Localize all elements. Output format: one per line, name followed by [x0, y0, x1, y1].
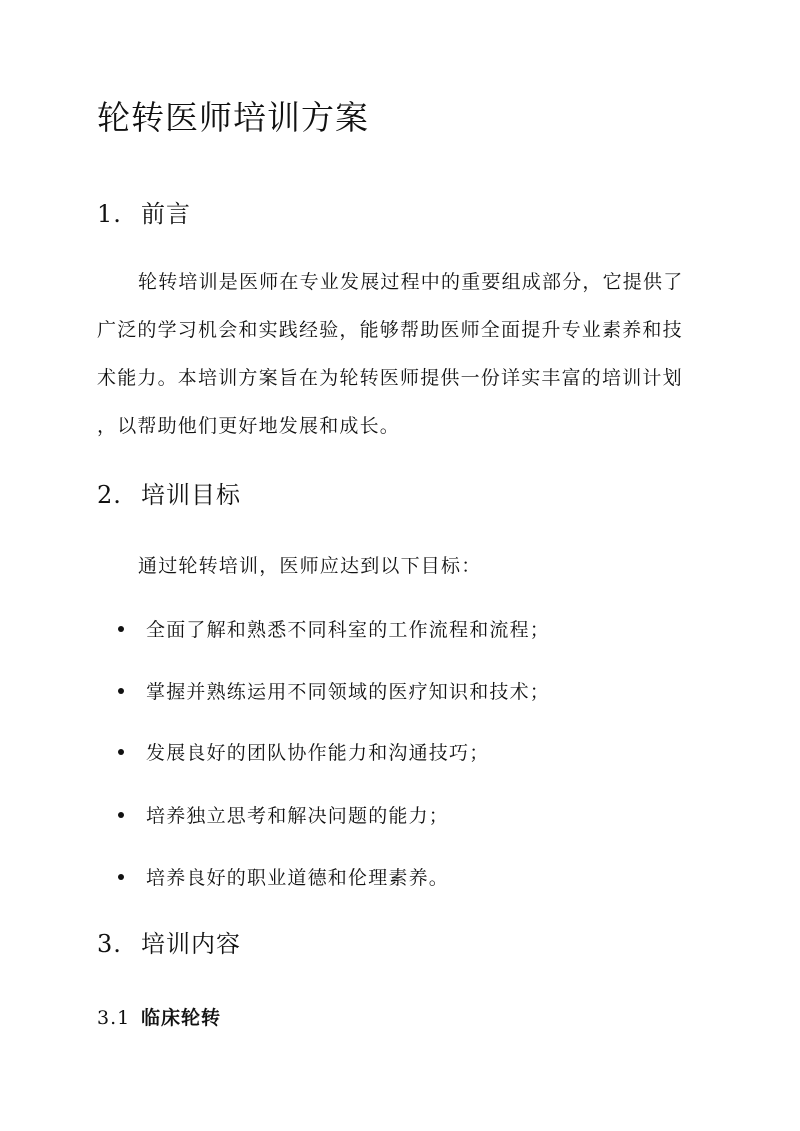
- subsection-heading-3-1: [97, 1004, 221, 1032]
- section-heading-3: [97, 928, 241, 960]
- subsection-number: 3.1: [97, 1007, 131, 1029]
- paragraph-line: 轮转培训是医师在专业发展过程中的重要组成部分，它提供了: [138, 271, 684, 293]
- list-item-text: 培养独立思考和解决问题的能力；: [146, 805, 450, 827]
- list-item: [118, 616, 550, 644]
- section-number: 2.: [97, 481, 122, 509]
- paragraph-line: 广泛的学习机会和实践经验，能够帮助医师全面提升专业素养和技: [97, 319, 683, 341]
- section-number: 1.: [97, 200, 122, 228]
- list-item: [118, 864, 449, 892]
- bullet-icon: [118, 688, 124, 694]
- list-item-text: 全面了解和熟悉不同科室的工作流程和流程；: [146, 619, 551, 641]
- paragraph-line: ，以帮助他们更好地发展和成长。: [97, 415, 401, 437]
- bullet-icon: [118, 626, 124, 632]
- document-title: 轮转医师培训方案: [97, 98, 369, 137]
- bullet-icon: [118, 874, 124, 880]
- list-item: [118, 739, 489, 767]
- section-number: 3.: [97, 930, 122, 958]
- bullet-icon: [118, 749, 124, 755]
- goals-intro: 通过轮转培训，医师应达到以下目标：: [138, 555, 482, 577]
- list-item-text: 发展良好的团队协作能力和沟通技巧；: [146, 742, 490, 764]
- section-title: 培训目标: [141, 481, 241, 509]
- subsection-title: 临床轮转: [141, 1007, 222, 1029]
- section-heading-1: [97, 198, 191, 230]
- list-item: [118, 678, 550, 706]
- paragraph-line: 术能力。本培训方案旨在为轮转医师提供一份详实丰富的培训计划: [97, 367, 683, 389]
- list-item-text: 培养良好的职业道德和伦理素养。: [146, 867, 450, 889]
- section-heading-2: [97, 479, 241, 511]
- section-title: 培训内容: [141, 930, 241, 958]
- bullet-icon: [118, 812, 124, 818]
- section-title: 前言: [141, 200, 191, 228]
- list-item: [118, 802, 449, 830]
- list-item-text: 掌握并熟练运用不同领域的医疗知识和技术；: [146, 681, 551, 703]
